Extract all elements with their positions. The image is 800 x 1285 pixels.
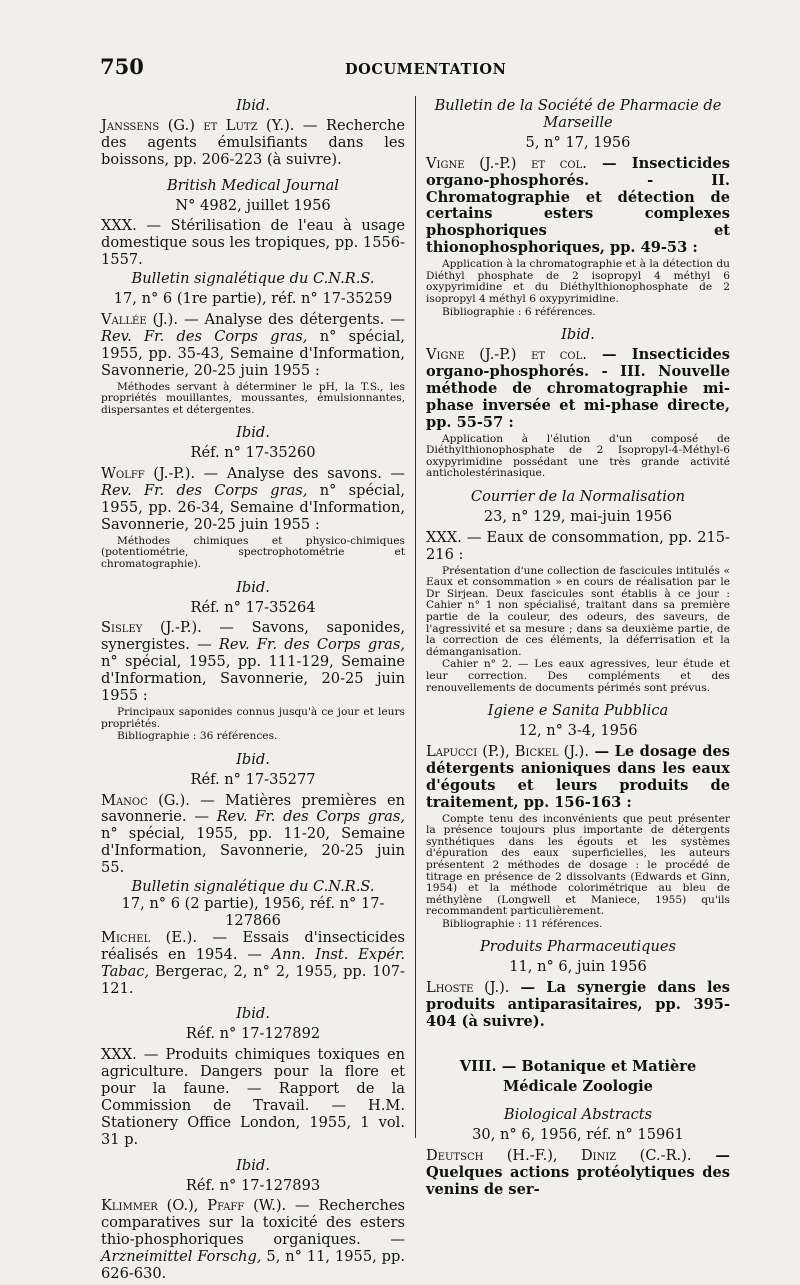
reference-number: Réf. n° 17-35277 <box>190 770 316 788</box>
section-title: VIII. — Botanique et Matière Médicale Zoologie <box>459 1058 697 1095</box>
source-title: Ibid. <box>236 1156 270 1174</box>
reference-number: Réf. n° 17-35264 <box>190 598 316 616</box>
entry-text: n° spécial, 1955, pp. 111-129, Semaine d'Information, Savonnerie, 20-25 juin 1955 : <box>101 653 405 705</box>
page-number: 750 <box>100 54 144 79</box>
bibliographic-entry <box>426 744 730 812</box>
entry-text: Bergerac, 2, n° 2, 1955, pp. 107-121. <box>101 962 405 997</box>
entry-text: n° spécial, 1955, pp. 26-34, Semaine d'Information, Savonnerie, 20-25 juin 1955 : <box>101 482 405 533</box>
entry-author: Janssens (G.) et Lutz (Y.). <box>101 116 295 134</box>
entry-text: — Le dosage des détergents anioniques dans les eaux d'égouts et leurs produits de traitement, pp. 156-163 : <box>426 742 730 811</box>
column-rule <box>415 96 416 1138</box>
abstract: Méthodes chimiques et physico-chimiques (potentiométrie, spectrophotométrie et chromatographie). <box>101 534 405 570</box>
bibliography-note: Bibliographie : 6 références. <box>442 305 596 318</box>
source-title: British Medical Journal <box>167 176 339 194</box>
entry-text: 5, n° 11, 1955, pp. 626-630. <box>101 1248 405 1283</box>
entry-author: XXX. <box>426 528 462 546</box>
entry-text: — Analyse des détergents. — <box>178 310 405 328</box>
entry-text: — Analyse des savons. — <box>195 465 405 483</box>
abstract: Principaux saponides connus jusqu'à ce jour et leurs propriétés. <box>101 705 405 730</box>
entry-text: — Stérilisation de l'eau à usage domestique sous les tropiques, pp. 1556-1557. <box>101 217 405 269</box>
running-head: DOCUMENTATION <box>345 61 507 78</box>
abstract: Application à l'élution d'un composé de Diéthylthionophosphate de 2 Isopropyl-4-Méthyl-6 oxypyrimidine possédant une très grande activité anticholestérinasique. <box>426 432 730 480</box>
bibliographic-entry <box>101 1198 405 1283</box>
journal-title: Arzneimittel Forschg, <box>101 1248 262 1266</box>
entry-author: Sisley (J.-P.). <box>101 619 202 637</box>
source-title: Ibid. <box>236 424 270 442</box>
entry-author: Vallée (J.). <box>101 310 178 328</box>
entry-text: — Matières premières en savonnerie. — <box>101 791 405 826</box>
right-column <box>426 98 730 1201</box>
issue-info: 11, n° 6, juin 1956 <box>509 958 647 976</box>
source-title: Produits Pharmaceutiques <box>479 938 677 956</box>
source-title: Bulletin signalétique du C.N.R.S. <box>131 878 375 896</box>
entry-text: — Quelques actions protéolytiques des venins de ser- <box>426 1146 730 1198</box>
source-title: Ibid. <box>236 750 270 768</box>
entry-text: n° spécial, 1955, pp. 35-43, Semaine d'Information, Savonnerie, 20-25 juin 1955 : <box>101 327 405 379</box>
bibliographic-entry <box>426 1148 730 1199</box>
bibliographic-entry <box>426 980 730 1031</box>
source-title: Ibid. <box>561 326 595 344</box>
entry-author: Manoc (G.). <box>101 791 190 809</box>
source-title: Ibid. <box>236 97 270 114</box>
journal-title: Ann. Inst. Expér. Tabac, <box>101 945 405 980</box>
source-title: Bulletin de la Société de Pharmacie de Marseille <box>434 97 722 131</box>
bibliographic-entry <box>101 466 405 534</box>
reference-number: 17, n° 6 (2 partie), 1956, réf. n° 17-127866 <box>121 894 385 929</box>
bibliographic-entry <box>101 620 405 705</box>
bibliographic-entry <box>101 312 405 380</box>
bibliography-note: Bibliographie : 11 références. <box>442 917 603 930</box>
abstract: Présentation d'une collection de fascicules intitulés « Eaux et consommation » en cours de réalisation par le Dr Sirjean. Deux fascicules sont établis à ce jour : Cahier n° 1 non spécialisé, traitant dans sa première partie de la couleur, des odeurs, des saveurs, de l'agressivité et sa mesure ; dans sa deuxième partie, de la correction de ces éléments, la déferrisation et la démanganisation. <box>426 564 730 658</box>
bibliographic-entry <box>101 930 405 998</box>
source-title: Courrier de la Normalisation <box>470 487 686 505</box>
abstract: Cahier n° 2. — Les eaux agressives, leur étude et leur correction. Des compléments et des renouvellements de documents périmés sont prévus. <box>426 658 730 694</box>
entry-text: — Insecticides organo-phosphorés. - II. Chromatographie et détection de certains esters complexes phosphoriques et thionophosphoriques, pp. 49-53 : <box>426 154 731 257</box>
entry-author: Vigne (J.-P.) et col. <box>426 346 587 364</box>
bibliographic-entry <box>426 347 730 432</box>
journal-title: Rev. Fr. des Corps gras, <box>101 327 308 345</box>
entry-text: — Eaux de consommation, pp. 215-216 : <box>426 528 730 563</box>
source-title: Ibid. <box>236 1005 270 1023</box>
journal-title: Rev. Fr. des Corps gras, <box>216 808 405 826</box>
issue-info: N° 4982, juillet 1956 <box>175 196 331 214</box>
reference-number: Réf. n° 17-127892 <box>185 1025 321 1043</box>
bibliographic-entry <box>101 118 405 169</box>
entry-text: — Recherche des agents émulsifiants dans les boissons, pp. 206-223 (à suivre). <box>101 116 405 168</box>
abstract: Application à la chromatographie et à la détection du Diéthyl phosphate de 2 isopropyl 4 méthyl 6 oxypyrimidine et du Diéthylthionophosphate de 2 isopropyl 4 méthyl 6 oxypyrimidine. <box>426 258 730 305</box>
entry-text: — La synergie dans les produits antiparasitaires, pp. 395-404 (à suivre). <box>426 979 730 1031</box>
entry-text: n° spécial, 1955, pp. 11-20, Semaine d'Information, Savonnerie, 20-25 juin 55. <box>101 825 405 877</box>
source-title: Bulletin signalétique du C.N.R.S. <box>131 270 375 288</box>
bibliographic-entry <box>426 156 730 257</box>
source-title: Biological Abstracts <box>503 1106 653 1123</box>
source-title: Ibid. <box>236 578 270 596</box>
entry-text: — Produits chimiques toxiques en agriculture. Dangers pour la flore et pour la faune. — Rapport de la Commission de Travail. — H.M. Stationery Office London, 1955, 1 vol. 31 p. <box>101 1046 405 1148</box>
bibliographic-entry <box>101 1047 405 1148</box>
entry-text: — Recherches comparatives sur la toxicité des esters thio-phosphoriques organiques. — <box>101 1197 405 1249</box>
entry-author: Klimmer (O.), Pfaff (W.). <box>101 1197 287 1215</box>
issue-info: 23, n° 129, mai-juin 1956 <box>483 507 673 525</box>
reference-number: Réf. n° 17-35260 <box>190 444 316 462</box>
entry-author: Wolff (J.-P.). <box>101 465 196 483</box>
reference-number: 17, n° 6 (1re partie), réf. n° 17-35259 <box>113 290 393 308</box>
bibliographic-entry <box>101 793 405 878</box>
entry-author: XXX. <box>101 1046 137 1064</box>
entry-text: — Insecticides organo-phosphorés. - III. Nouvelle méthode de chromatographie mi-phase inversée et mi-phase directe, pp. 55-57 : <box>426 346 731 431</box>
entry-author: Michel (E.). <box>101 928 197 946</box>
bibliographic-entry <box>101 218 405 269</box>
entry-author: Deutsch (H.-F.), Diniz (C.-R.). <box>426 1146 692 1164</box>
bibliographic-entry <box>426 530 730 564</box>
entry-author: Vigne (J.-P.) et col. <box>426 154 587 172</box>
reference-number: Réf. n° 17-127893 <box>185 1176 321 1194</box>
entry-text: — Savons, saponides, synergistes. — <box>101 619 405 654</box>
entry-author: Lapucci (P.), Bickel (J.). <box>426 742 589 760</box>
journal-title: Rev. Fr. des Corps gras, <box>101 482 308 500</box>
abstract: Méthodes servant à déterminer le pH, la T.S., les propriétés mouillantes, moussantes, émulsionnantes, dispersantes et détergentes. <box>101 380 405 416</box>
bibliography-note: Bibliographie : 36 références. <box>117 730 278 743</box>
entry-author: Lhoste (J.). <box>426 979 510 997</box>
issue-info: 30, n° 6, 1956, réf. n° 15961 <box>472 1125 684 1143</box>
journal-title: Rev. Fr. des Corps gras, <box>218 636 406 654</box>
left-column <box>101 98 405 1285</box>
issue-info: 12, n° 3-4, 1956 <box>518 722 638 739</box>
entry-text: — Essais d'insecticides réalisés en 1954. — <box>101 928 405 963</box>
issue-info: 5, n° 17, 1956 <box>525 133 631 151</box>
abstract: Compte tenu des inconvénients que peut présenter la présence toujours plus importante de détergents synthétiques dans les égouts et les systèmes d'épuration des eaux superficielles, les auteurs présentent 2 méthodes de dosage : le procédé de titrage en présence de 2 dissolvants (Edwards et Ginn, 1954) et la méthode colorimétrique au bleu de méthylène (Longwell et Maniece, 1955) qu'ils recommandent particulièrement. <box>426 812 730 918</box>
entry-author: XXX. <box>101 217 137 235</box>
source-title: Igiene e Sanita Pubblica <box>487 702 669 720</box>
